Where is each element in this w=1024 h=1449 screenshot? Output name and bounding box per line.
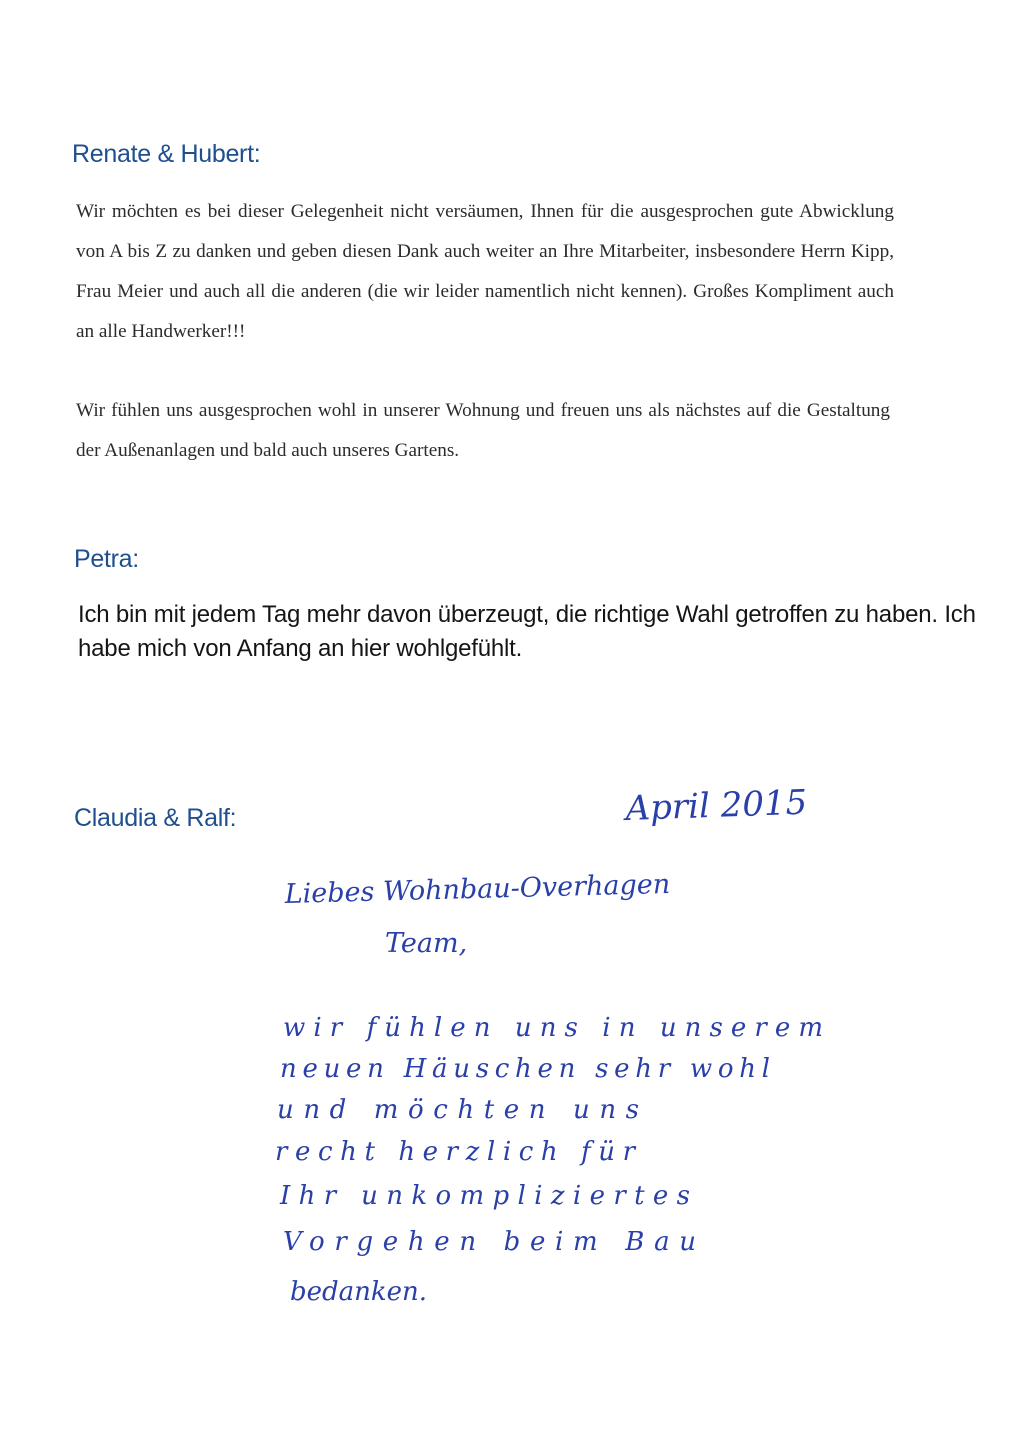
handwritten-line-5: Ihr unkompliziertes xyxy=(280,1181,690,1211)
section-heading-petra: Petra: xyxy=(74,545,139,573)
testimonial-petra-paragraph: Ich bin mit jedem Tag mehr davon überzeugt, die richtige Wahl getroffen zu haben. Ich habe mich von Anfang an hier wohlgefühlt. xyxy=(78,601,976,662)
handwritten-greeting-line-1: Liebes Wohnbau-Overhagen xyxy=(284,868,671,910)
testimonial-renate-hubert-paragraph-1: Wir möchten es bei dieser Gelegenheit nicht versäumen, Ihnen für die ausgesprochen gute Abwicklung von A bis Z zu danken und geben diesen Dank auch weiter an Ihre Mitarbeiter, insbesondere Herrn Kipp, Frau Meier und auch all die anderen (die wir leider namentlich nicht kennen). Großes Kompliment auch an alle Handwerker!!! xyxy=(76,201,894,342)
handwritten-line-2: neuen Häuschen sehr wohl xyxy=(280,1054,770,1084)
handwritten-line-6: Vorgehen beim Bau xyxy=(283,1227,696,1257)
handwritten-date: April 2015 xyxy=(624,782,808,829)
section-heading-claudia-ralf: Claudia & Ralf: xyxy=(74,804,237,832)
testimonial-renate-hubert-paragraph-2: Wir fühlen uns ausgesprochen wohl in unserer Wohnung und freuen uns als nächstes auf die Gestaltung der Außenanlagen und bald auch unseres Gartens. xyxy=(76,400,890,461)
handwritten-line-7: bedanken. xyxy=(290,1277,428,1307)
handwritten-line-4: recht herzlich für xyxy=(275,1137,635,1167)
section-heading-renate-hubert: Renate & Hubert: xyxy=(72,140,261,168)
handwritten-greeting-line-2: Team, xyxy=(385,928,468,959)
handwritten-line-3: und möchten uns xyxy=(277,1095,639,1125)
handwritten-line-1: wir fühlen uns in unserem xyxy=(283,1013,823,1043)
